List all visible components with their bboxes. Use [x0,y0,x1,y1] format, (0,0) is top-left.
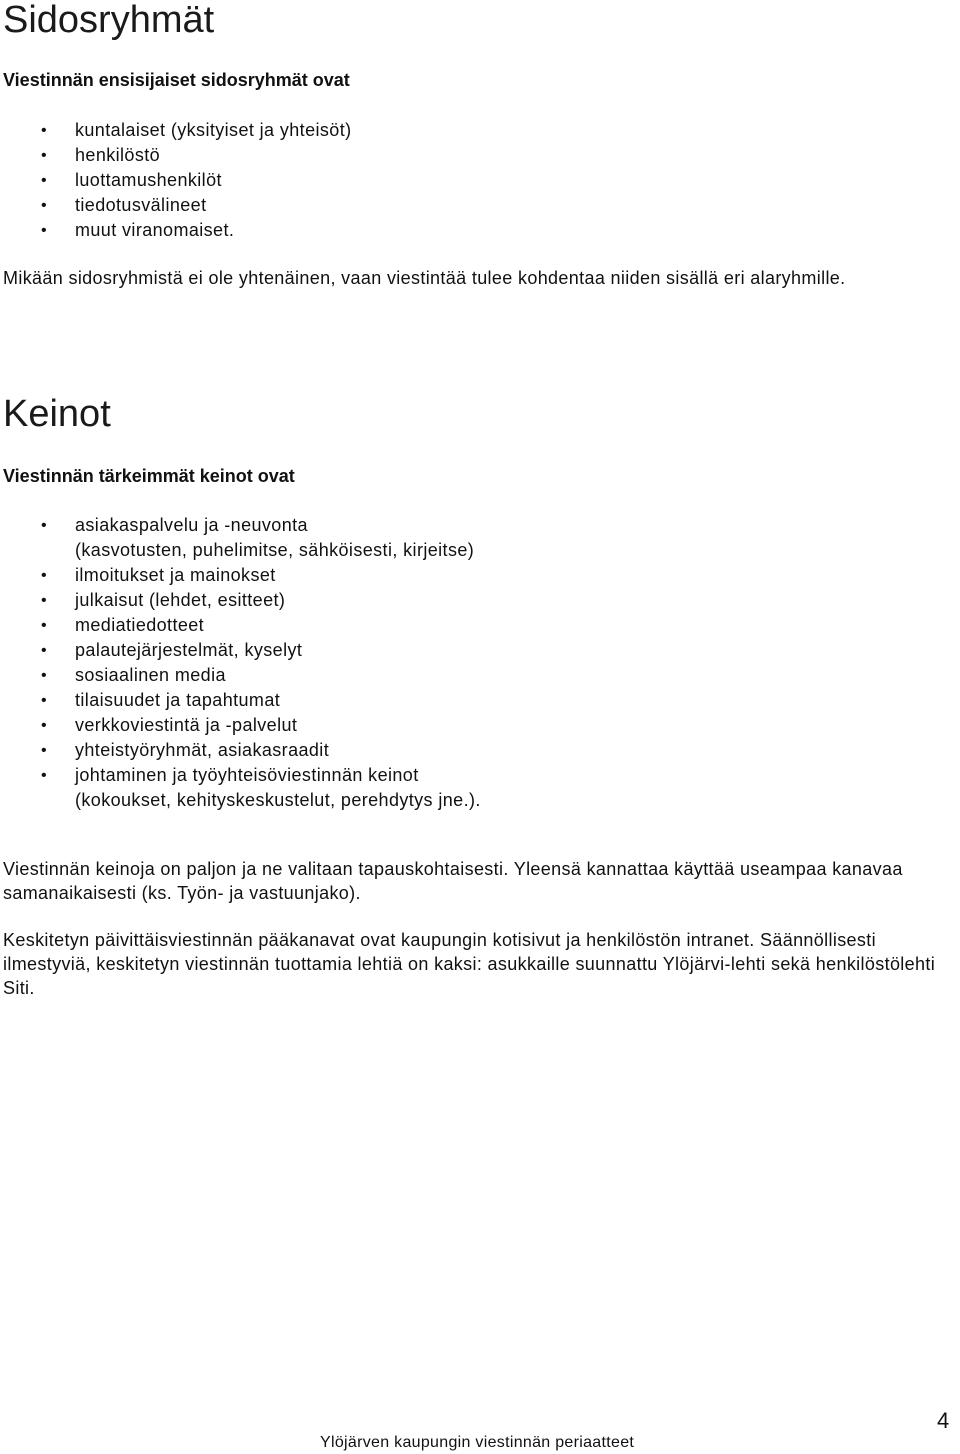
list-item-text: asiakaspalvelu ja -neuvonta [75,515,308,535]
list-item-text: (kokoukset, kehityskeskustelut, perehdytys jne.). [75,790,481,810]
page-number: 4 [937,1408,950,1433]
bullet-icon: • [40,122,47,139]
list-item-text: yhteistyöryhmät, asiakasraadit [75,740,330,760]
section-subheading: Viestinnän tärkeimmät keinot ovat [3,466,295,486]
list-item [0,168,900,193]
bullet-icon: • [40,222,47,239]
list-item-text: julkaisut (lehdet, esitteet) [75,590,286,610]
list-item-text: ilmoitukset ja mainokset [75,565,276,585]
list-item-text: tilaisuudet ja tapahtumat [75,690,281,710]
bullet-icon: • [40,717,47,734]
list-item [0,563,900,588]
list-item [0,613,900,638]
list-item [0,588,900,613]
paragraph: Viestinnän keinoja on paljon ja ne valitaan tapauskohtaisesti. Yleensä kannattaa käyttää useampaa kanavaa samanaikaisesti (ks. Työn- ja vastuunjako). [3,859,903,903]
list-item-text: kuntalaiset (yksityiset ja yhteisöt) [75,120,352,140]
bullet-icon: • [40,517,47,534]
list-item [0,738,900,763]
bullet-icon: • [40,567,47,584]
list-item-text: henkilöstö [75,145,161,165]
list-item [0,118,900,143]
bullet-icon: • [40,692,47,709]
list-item-text: verkkoviestintä ja -palvelut [75,715,298,735]
paragraph: Mikään sidosryhmistä ei ole yhtenäinen, vaan viestintää tulee kohdentaa niiden sisällä eri alaryhmille. [3,268,846,288]
list-item [0,688,900,713]
bullet-icon: • [40,197,47,214]
list-item-text: mediatiedotteet [75,615,205,635]
list-item-text: tiedotusvälineet [75,195,207,215]
list-item [0,143,900,168]
list-item [0,218,900,243]
bullet-icon: • [40,592,47,609]
list-item [0,638,900,663]
bullet-icon: • [40,617,47,634]
list-item [0,513,900,538]
list-item-text: sosiaalinen media [75,665,226,685]
bullet-icon: • [40,767,47,784]
bullet-icon: • [40,172,47,189]
list-item [0,663,900,688]
bullet-icon: • [40,667,47,684]
section-heading-sidosryhmat: Sidosryhmät [3,0,215,41]
bullet-icon: • [40,642,47,659]
stakeholder-list [0,118,900,243]
list-item-text: muut viranomaiset. [75,220,235,240]
means-list [0,513,900,813]
list-item [0,713,900,738]
list-item-text: (kasvotusten, puhelimitse, sähköisesti, kirjeitse) [75,540,475,560]
bullet-icon: • [40,147,47,164]
list-item [0,763,900,788]
list-item-continuation [0,538,900,563]
section-heading-keinot: Keinot [3,393,111,435]
bullet-icon: • [40,742,47,759]
list-item [0,193,900,218]
section-subheading: Viestinnän ensisijaiset sidosryhmät ovat [3,70,350,90]
list-item-text: luottamushenkilöt [75,170,222,190]
paragraph: Keskitetyn päivittäisviestinnän pääkanavat ovat kaupungin kotisivut ja henkilöstön intranet. Säännöllisesti ilmestyviä, keskitetyn viestinnän tuottamia lehtiä on kaksi: asukkaille suunnattu Ylöjärvi-lehti sekä henkilöstölehti Siti. [3,930,936,998]
list-item-text: johtaminen ja työyhteisöviestinnän keinot [75,765,419,785]
footer-title: Ylöjärven kaupungin viestinnän periaatteet [320,1434,635,1451]
list-item-text: palautejärjestelmät, kyselyt [75,640,303,660]
list-item-continuation [0,788,900,813]
